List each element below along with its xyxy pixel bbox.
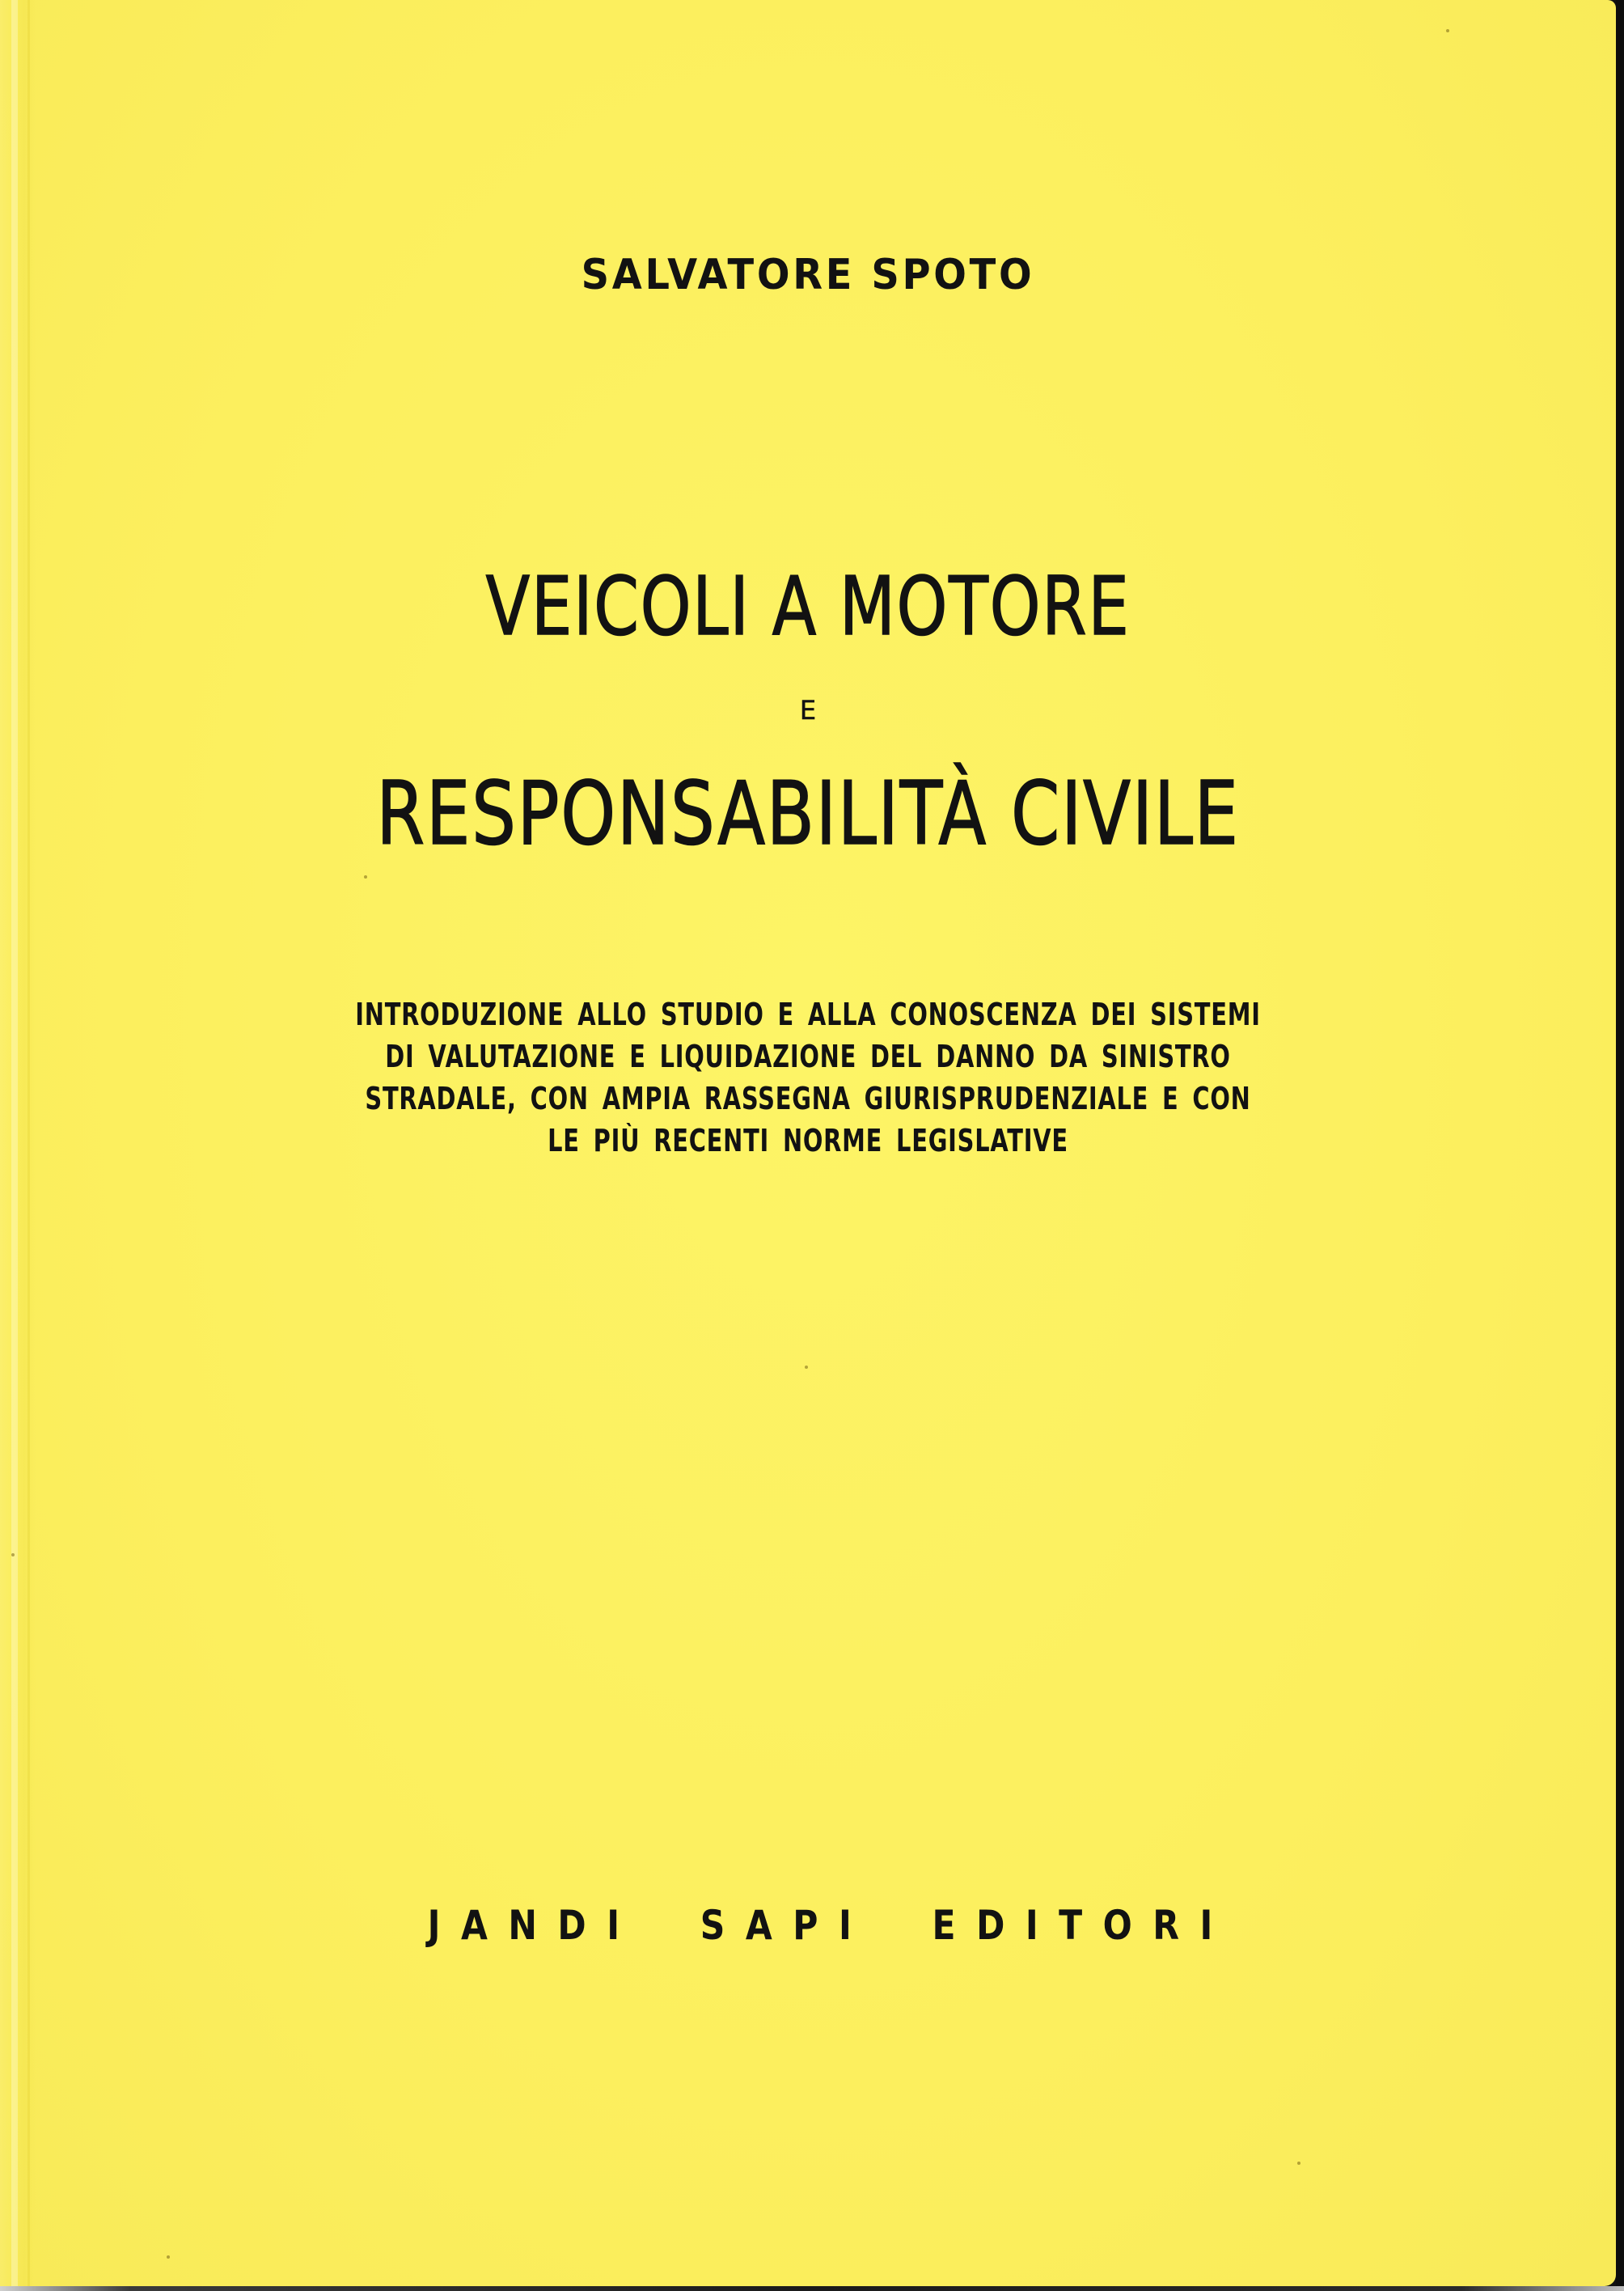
subtitle-block — [0, 993, 1616, 1162]
subtitle-line: INTRODUZIONE ALLO STUDIO E ALLA CONOSCENZA DEI SISTEMI — [355, 997, 1261, 1032]
title-conjunction: E — [799, 695, 817, 726]
publisher-name: JANDI SAPI EDITORI — [427, 1902, 1233, 1949]
title-line-2: RESPONSABILITÀ CIVILE — [376, 764, 1240, 865]
paper-speck — [1297, 2162, 1300, 2165]
paper-speck — [1446, 29, 1449, 32]
paper-speck — [11, 1553, 15, 1556]
subtitle-line: STRADALE, CON AMPIA RASSEGNA GIURISPRUDENZIALE E CON — [365, 1081, 1251, 1116]
paper-speck — [167, 2255, 170, 2259]
author-name: SALVATORE SPOTO — [581, 251, 1035, 299]
subtitle-line: LE PIÙ RECENTI NORME LEGISLATIVE — [548, 1123, 1068, 1158]
subtitle-line: DI VALUTAZIONE E LIQUIDAZIONE DEL DANNO DA SINISTRO — [385, 1039, 1231, 1074]
scan-right-edge — [1616, 0, 1624, 2291]
paper-speck — [364, 875, 367, 879]
paper-speck — [805, 1366, 808, 1369]
title-line-1: VEICOLI A MOTORE — [485, 559, 1131, 654]
scan-bottom-edge — [0, 2286, 1624, 2291]
